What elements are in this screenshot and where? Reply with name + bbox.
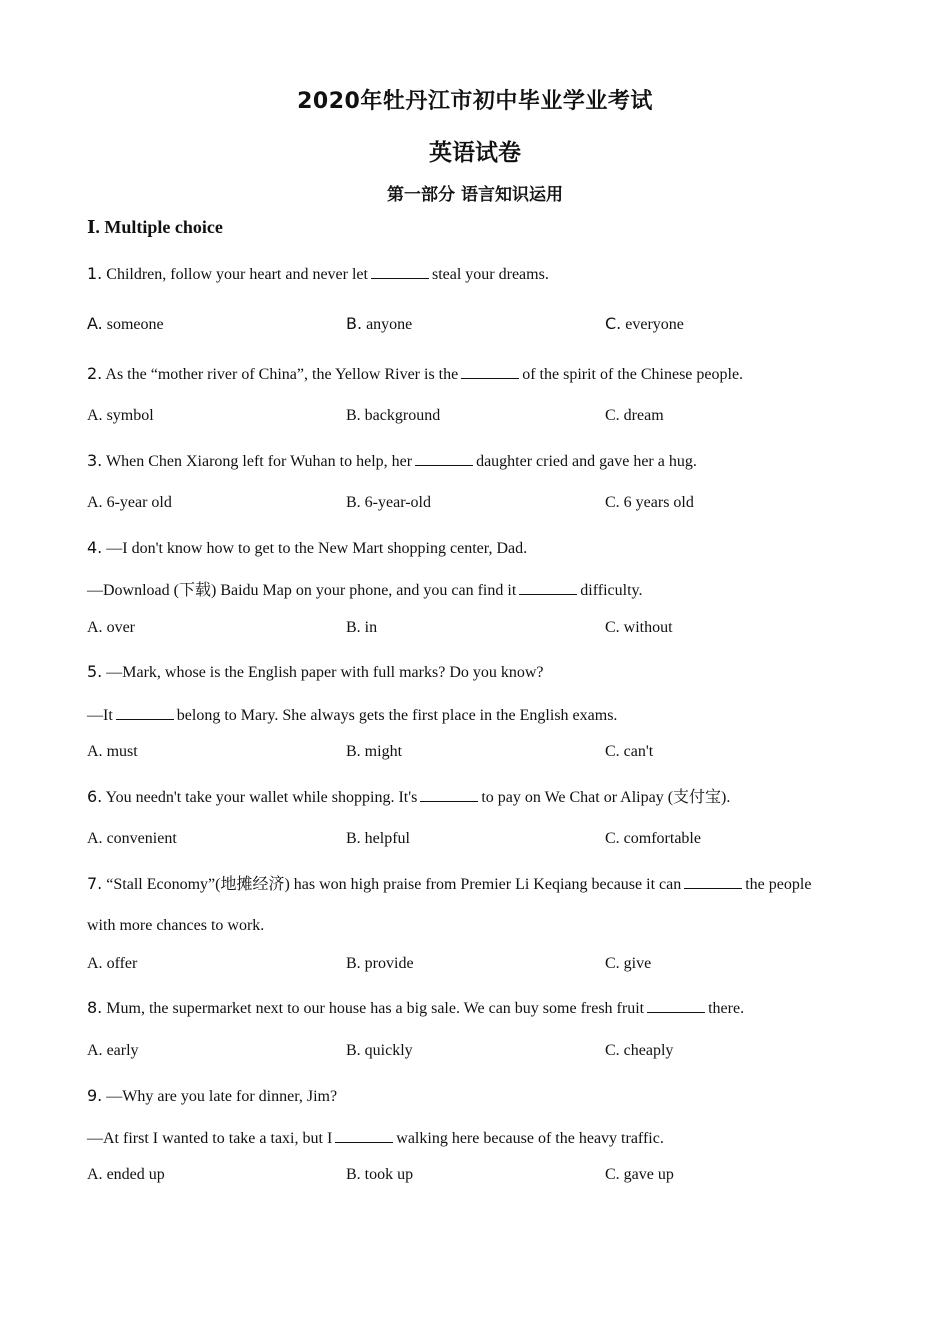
question-text: difficulty. [580, 582, 643, 599]
question-number: 2. [87, 364, 103, 383]
question-3 [87, 451, 697, 472]
question-text: —Download (下载) Baidu Map on your phone, and you can find it [87, 582, 517, 599]
question-text: the people [745, 876, 812, 893]
section-heading: Ⅰ. Multiple choice [87, 217, 223, 237]
option-c: C. can't [605, 743, 654, 760]
question-text: Mum, the supermarket next to our house has a big sale. We can buy some fresh fruit [106, 1000, 645, 1017]
question-text: with more chances to work. [87, 917, 265, 934]
option-b: B. anyone [346, 314, 413, 333]
question-5-line-2 [87, 705, 617, 726]
question-text: You needn't take your wallet while shopping. It's [105, 789, 418, 806]
answer-blank [116, 705, 174, 720]
question-text: As the “mother river of China”, the Yellow River is the [105, 366, 459, 383]
answer-blank [519, 580, 577, 595]
option-c: C. dream [605, 407, 664, 424]
part-heading: 第一部分 语言知识运用 [387, 185, 563, 205]
option-c: C. cheaply [605, 1042, 674, 1059]
option-c: C. without [605, 619, 673, 636]
question-number: 7. [87, 874, 103, 893]
option-a: A. ended up [87, 1166, 165, 1183]
option-b: B. helpful [346, 830, 410, 847]
question-4-line-2 [87, 580, 642, 601]
question-text: —I don't know how to get to the New Mart shopping center, Dad. [106, 540, 528, 557]
option-b: B. took up [346, 1166, 414, 1183]
question-text: When Chen Xiarong left for Wuhan to help, her [105, 453, 413, 470]
option-c: C. gave up [605, 1166, 674, 1183]
question-text: to pay on We Chat or Alipay (支付宝). [481, 789, 731, 806]
option-a: A. convenient [87, 830, 177, 847]
question-number: 5. [87, 662, 103, 681]
option-b: B. background [346, 407, 441, 424]
option-a: A. symbol [87, 407, 154, 424]
question-text: —Mark, whose is the English paper with full marks? Do you know? [106, 664, 544, 681]
question-2 [87, 364, 743, 385]
question-text: walking here because of the heavy traffic. [396, 1130, 664, 1147]
answer-blank [335, 1128, 393, 1143]
exam-subtitle: 英语试卷 [429, 140, 521, 166]
option-c: C. 6 years old [605, 494, 694, 511]
question-text: Children, follow your heart and never let [106, 266, 368, 283]
question-text: —At first I wanted to take a taxi, but I [87, 1130, 333, 1147]
question-text: —It [87, 707, 113, 724]
question-text: belong to Mary. She always gets the first place in the English exams. [176, 707, 618, 724]
question-text: of the spirit of the Chinese people. [522, 366, 744, 383]
option-c: C. comfortable [605, 830, 701, 847]
option-a: A. someone [87, 314, 164, 333]
question-text: “Stall Economy”(地摊经济) has won high praise from Premier Li Keqiang because it can [106, 876, 682, 893]
option-a: A. 6-year old [87, 494, 172, 511]
question-text: daughter cried and gave her a hug. [476, 453, 697, 470]
option-a: A. early [87, 1042, 139, 1059]
option-c: C. everyone [605, 314, 684, 333]
question-text: —Why are you late for dinner, Jim? [106, 1088, 338, 1105]
option-b: B. quickly [346, 1042, 413, 1059]
option-b: B. provide [346, 955, 414, 972]
question-7-line-2 [87, 916, 264, 936]
question-9-line-2 [87, 1128, 664, 1149]
question-number: 1. [87, 264, 103, 283]
answer-blank [420, 787, 478, 802]
answer-blank [461, 364, 519, 379]
question-text: steal your dreams. [431, 266, 549, 283]
question-text: there. [708, 1000, 745, 1017]
option-b: B. in [346, 619, 378, 636]
answer-blank [415, 451, 473, 466]
option-a: A. offer [87, 955, 138, 972]
answer-blank [647, 998, 705, 1013]
question-1 [87, 264, 549, 285]
question-4 [87, 538, 527, 559]
question-5 [87, 662, 544, 683]
option-a: A. must [87, 743, 138, 760]
question-number: 3. [87, 451, 103, 470]
question-9 [87, 1086, 337, 1107]
answer-blank [684, 874, 742, 889]
question-number: 4. [87, 538, 103, 557]
option-c: C. give [605, 955, 652, 972]
question-7 [87, 874, 811, 895]
question-number: 9. [87, 1086, 103, 1105]
question-6 [87, 787, 730, 808]
option-b: B. might [346, 743, 403, 760]
option-b: B. 6-year-old [346, 494, 431, 511]
answer-blank [371, 264, 429, 279]
question-number: 6. [87, 787, 103, 806]
question-number: 8. [87, 998, 103, 1017]
question-8 [87, 998, 744, 1019]
option-a: A. over [87, 619, 135, 636]
exam-title: 2020年牡丹江市初中毕业学业考试 [297, 89, 653, 114]
